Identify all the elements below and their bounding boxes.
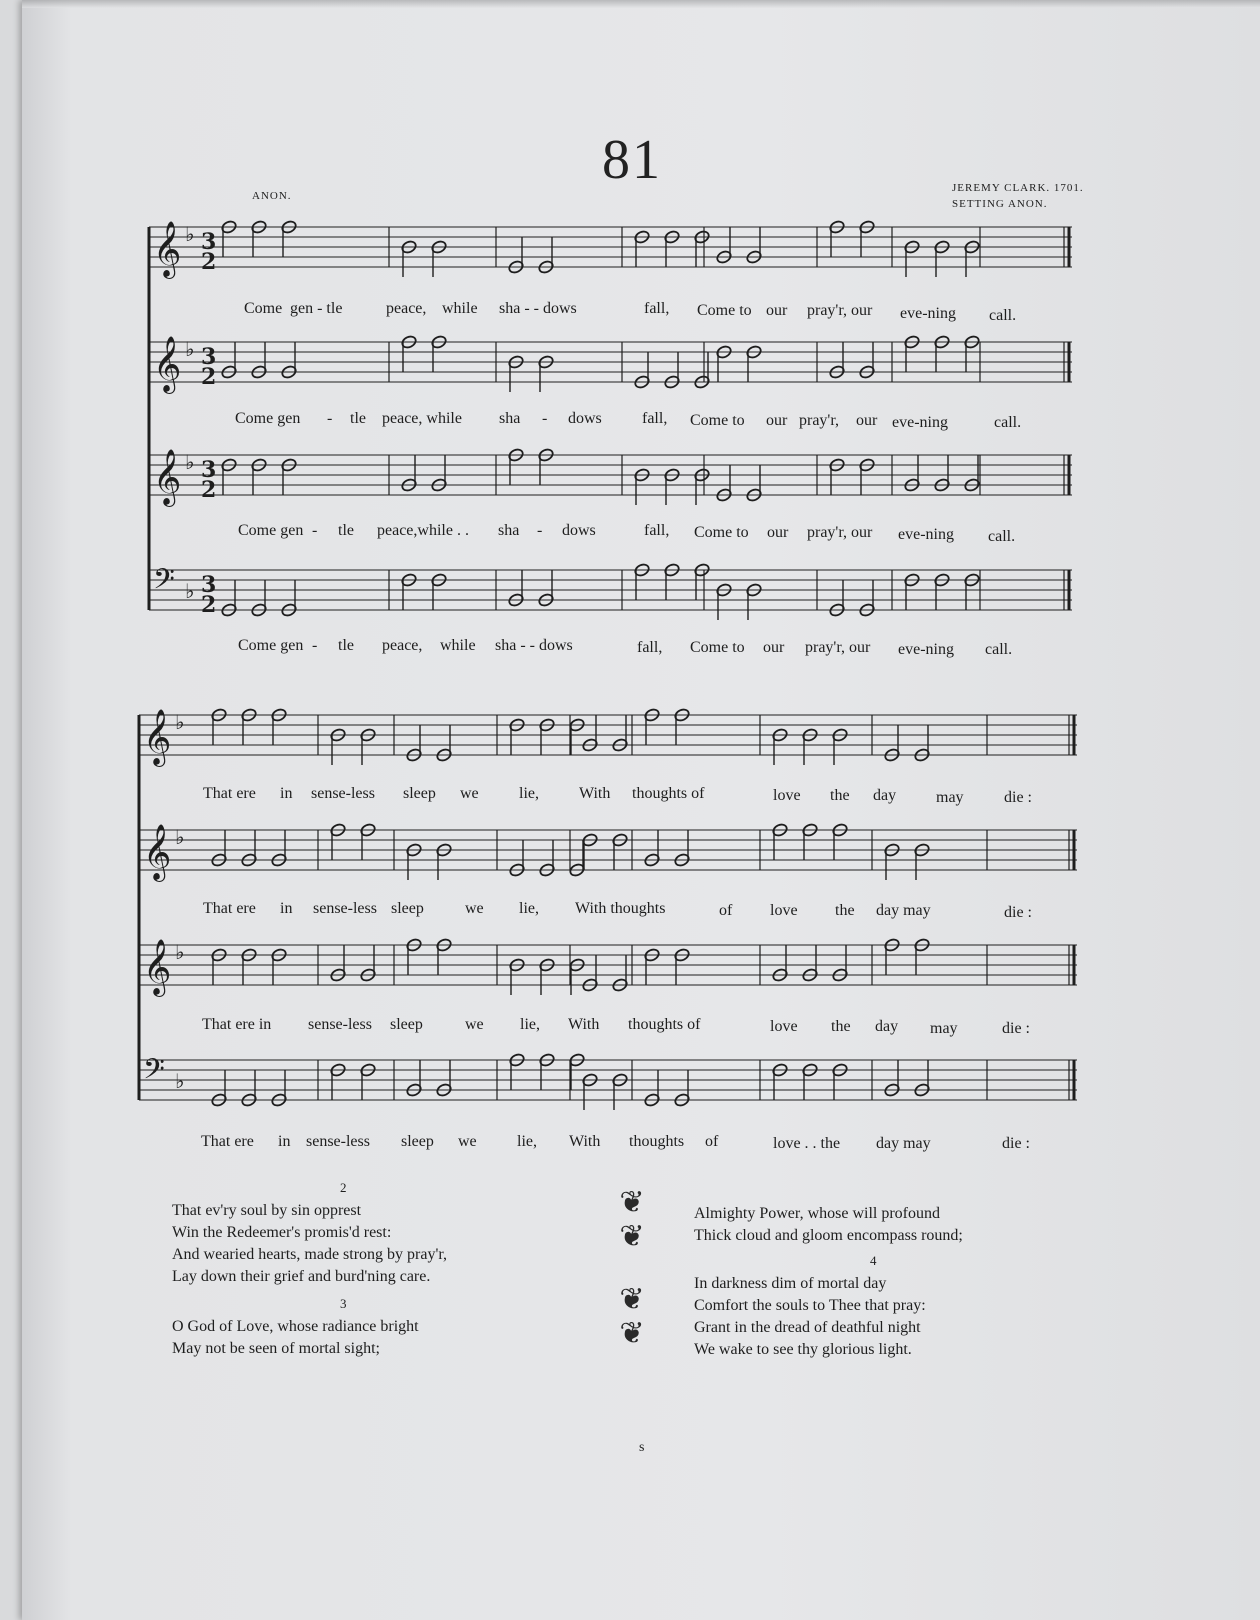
lyric: sense-less [313, 900, 377, 917]
lyric: our [767, 524, 789, 541]
key-signature-flat: ♭ [185, 450, 195, 474]
time-signature-bottom: 2 [201, 364, 217, 390]
lyric: call. [994, 414, 1022, 431]
lyric: sha - - dows [499, 300, 577, 317]
verse-line: May not be seen of mortal sight; [172, 1340, 380, 1357]
lyric: That ere [201, 1133, 254, 1150]
lyric: love [773, 787, 801, 804]
lyric: dows [568, 410, 602, 427]
lyric: die : [1004, 904, 1032, 921]
lyric: lie, [517, 1133, 537, 1150]
lyric: fall, [637, 639, 663, 656]
lyric: pray'r, [799, 412, 839, 429]
lyric: - [537, 522, 543, 539]
lyric: of [719, 902, 733, 919]
setting-line: SETTING ANON. [952, 198, 1048, 210]
verse-3 [172, 1316, 419, 1360]
lyric: day [873, 787, 897, 804]
lyric: sha [499, 410, 521, 427]
lyric: die : [1002, 1135, 1030, 1152]
verse-line: Comfort the souls to Thee that pray: [694, 1297, 926, 1314]
time-signature-top: 3 [201, 572, 217, 598]
treble-clef: 𝄞 [153, 449, 182, 505]
time-signature-bottom: 2 [201, 477, 217, 503]
lyric: love [770, 902, 798, 919]
lyric: Come gen [235, 410, 301, 427]
key-signature-flat: ♭ [175, 1069, 185, 1093]
lyric: while [442, 300, 478, 317]
time-signature-bottom: 2 [201, 249, 217, 275]
lyric: may [936, 789, 964, 806]
lyric: - [542, 410, 548, 427]
lyric: thoughts of [632, 785, 705, 802]
lyric: day may [876, 1135, 931, 1152]
lyric: sleep [390, 1016, 423, 1033]
lyric: in [280, 900, 293, 917]
treble-clef: 𝄞 [153, 336, 182, 392]
page-number: s [639, 1440, 645, 1455]
verse-line: Grant in the dread of deathful night [694, 1319, 921, 1336]
lyric: our [856, 412, 878, 429]
lyric: Come to [690, 639, 745, 656]
lyric: Come to [697, 302, 752, 319]
lyric: pray'r, our [807, 302, 873, 319]
time-signature-bottom: 2 [201, 592, 217, 618]
time-signature-top: 3 [201, 457, 217, 483]
treble-clef: 𝄞 [143, 709, 172, 765]
lyric: fall, [642, 410, 668, 427]
lyric: the [835, 902, 855, 919]
verse-number: 4 [870, 1253, 877, 1268]
ornament-icon: ❦ [619, 1283, 645, 1316]
lyric: With thoughts [575, 900, 666, 917]
lyric: while [440, 637, 476, 654]
lyric: tle [350, 410, 366, 427]
lyric: That ere in [202, 1016, 272, 1033]
lyric: sleep [391, 900, 424, 917]
lyric: eve-ning [900, 305, 956, 322]
lyric: sense-less [306, 1133, 370, 1150]
verse-line: That ev'ry soul by sin opprest [172, 1202, 362, 1219]
lyric: day [875, 1018, 899, 1035]
bass-clef: 𝄢 [153, 563, 175, 603]
verse-line: Thick cloud and gloom encompass round; [694, 1227, 963, 1244]
lyric: That ere [203, 785, 256, 802]
lyric: sha [498, 522, 520, 539]
lyric: die : [1002, 1020, 1030, 1037]
ornament-icon: ❦ [619, 1186, 645, 1219]
lyric: the [830, 787, 850, 804]
verse-number: 3 [340, 1296, 347, 1311]
lyric: our [766, 412, 788, 429]
treble-clef: 𝄞 [143, 824, 172, 880]
verse-line: In darkness dim of mortal day [694, 1275, 887, 1292]
lyric: sense-less [308, 1016, 372, 1033]
lyric: Come gen [238, 637, 304, 654]
lyric: tle [338, 522, 354, 539]
lyric: - [327, 410, 333, 427]
lyric: peace, [386, 300, 427, 317]
lyric: may [930, 1020, 958, 1037]
lyric: Come [244, 300, 283, 317]
verse-4 [694, 1273, 926, 1361]
verse-line: Win the Redeemer's promis'd rest: [172, 1224, 392, 1241]
lyric: tle [338, 637, 354, 654]
lyric: our [763, 639, 785, 656]
music-score [22, 0, 1260, 1180]
verse-2 [172, 1200, 447, 1288]
lyric: in [278, 1133, 291, 1150]
lyric: our [766, 302, 788, 319]
ornament-icon: ❦ [619, 1220, 645, 1253]
lyric: thoughts [629, 1133, 685, 1150]
treble-clef: 𝄞 [153, 221, 182, 277]
lyric: eve-ning [898, 526, 954, 543]
lyric: call. [985, 641, 1013, 658]
lyric: lie, [520, 1016, 540, 1033]
lyric: call. [989, 307, 1017, 324]
lyric: sense-less [311, 785, 375, 802]
lyric: in [280, 785, 293, 802]
key-signature-flat: ♭ [185, 579, 195, 603]
lyric: we [458, 1133, 477, 1150]
lyric: fall, [644, 300, 670, 317]
lyric: Come gen [238, 522, 304, 539]
lyric: we [465, 1016, 484, 1033]
composer-line: JEREMY CLARK. 1701. [952, 182, 1084, 194]
lyric: we [465, 900, 484, 917]
verse-3-continued [694, 1203, 963, 1247]
lyric: peace, [382, 637, 423, 654]
lyric: thoughts of [628, 1016, 701, 1033]
key-signature-flat: ♭ [175, 940, 185, 964]
treble-clef: 𝄞 [143, 939, 172, 995]
hymn-page [22, 0, 1260, 1620]
lyric: pray'r, our [807, 524, 873, 541]
ornament-icon: ❦ [619, 1317, 645, 1350]
lyric: peace,while . . [377, 522, 469, 539]
lyric: of [705, 1133, 719, 1150]
lyric: That ere [203, 900, 256, 917]
verse-line: We wake to see thy glorious light. [694, 1341, 912, 1358]
lyric: With [579, 785, 611, 802]
lyric: peace, while [382, 410, 462, 427]
lyric: sha - - dows [495, 637, 573, 654]
lyric: the [831, 1018, 851, 1035]
lyric: Come to [690, 412, 745, 429]
verse-number: 2 [340, 1180, 347, 1195]
lyric: Come to [694, 524, 749, 541]
lyric: sleep [401, 1133, 434, 1150]
lyric: With [569, 1133, 601, 1150]
key-signature-flat: ♭ [185, 337, 195, 361]
lyric: day may [876, 902, 931, 919]
author-credit: ANON. [252, 190, 292, 202]
lyric: gen - tle [290, 300, 343, 317]
time-signature-top: 3 [201, 229, 217, 255]
lyric: we [460, 785, 479, 802]
lyric: lie, [519, 785, 539, 802]
verse-line: Lay down their grief and burd'ning care. [172, 1268, 431, 1285]
lyric: With [568, 1016, 600, 1033]
lyric: eve-ning [892, 414, 948, 431]
lyric: fall, [644, 522, 670, 539]
lyric: lie, [519, 900, 539, 917]
lyric: - [312, 522, 318, 539]
key-signature-flat: ♭ [175, 710, 185, 734]
verse-line: O God of Love, whose radiance bright [172, 1318, 419, 1335]
lyric: - [312, 637, 318, 654]
lyric: pray'r, our [805, 639, 871, 656]
lyric: sleep [403, 785, 436, 802]
time-signature-top: 3 [201, 344, 217, 370]
lyric: dows [562, 522, 596, 539]
lyric: call. [988, 528, 1016, 545]
bass-clef: 𝄢 [143, 1053, 165, 1093]
lyric: die : [1004, 789, 1032, 806]
hymn-number: 81 [602, 129, 662, 191]
key-signature-flat: ♭ [185, 222, 195, 246]
lyric: love [770, 1018, 798, 1035]
lyric: eve-ning [898, 641, 954, 658]
verse-line: And wearied hearts, made strong by pray'r, [172, 1246, 448, 1263]
lyric: love . . the [773, 1135, 841, 1152]
key-signature-flat: ♭ [175, 825, 185, 849]
verse-line: Almighty Power, whose will profound [694, 1205, 941, 1222]
